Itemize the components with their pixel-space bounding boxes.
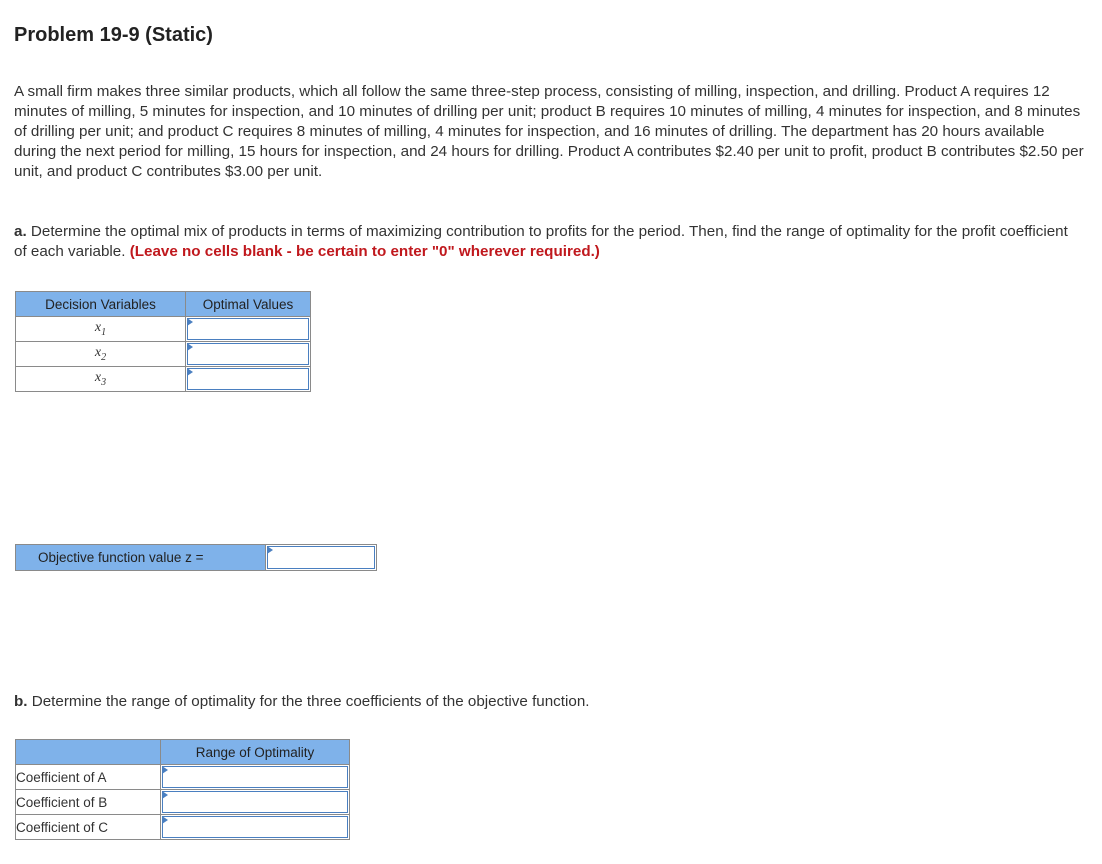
part-a-text: Determine the optimal mix of products in terms of maximizing contribution to profits for the period. Then, find the range of optimality for the profit coefficient of each variable. bbox=[14, 223, 1068, 260]
variable-x3-label: $x_3$ bbox=[16, 367, 186, 392]
part-b-text: Determine the range of optimality for the three coefficients of the objective function. bbox=[31, 693, 590, 710]
table-header-row bbox=[16, 740, 350, 765]
coefficient-b-range-input[interactable] bbox=[161, 790, 350, 815]
input-marker-icon bbox=[187, 368, 193, 376]
part-a-marker: a. bbox=[14, 223, 27, 240]
blank-header bbox=[16, 740, 161, 765]
coefficient-c-label: Coefficient of C bbox=[16, 815, 161, 840]
table-row bbox=[16, 317, 311, 342]
range-of-optimality-table bbox=[15, 739, 350, 840]
table-row bbox=[16, 367, 311, 392]
range-of-optimality-header: Range of Optimality bbox=[161, 740, 350, 765]
decision-variables-header: Decision Variables bbox=[16, 292, 186, 317]
variable-x2-label: $x_2$ bbox=[16, 342, 186, 367]
x3-optimal-value-input[interactable] bbox=[186, 367, 311, 392]
input-marker-icon bbox=[267, 546, 273, 554]
part-a-note: (Leave no cells blank - be certain to enter "0" wherever required.) bbox=[129, 243, 600, 260]
coefficient-c-range-input[interactable] bbox=[161, 815, 350, 840]
table-row bbox=[16, 765, 350, 790]
x2-optimal-value-input[interactable] bbox=[186, 342, 311, 367]
part-b-marker: b. bbox=[14, 693, 28, 710]
input-marker-icon bbox=[162, 816, 168, 824]
table-row bbox=[16, 790, 350, 815]
page-title: Problem 19-9 (Static) bbox=[14, 24, 213, 46]
coefficient-b-label: Coefficient of B bbox=[16, 790, 161, 815]
optimal-values-table bbox=[15, 291, 311, 392]
optimal-values-header: Optimal Values bbox=[186, 292, 311, 317]
objective-function-input[interactable] bbox=[266, 545, 377, 571]
coefficient-a-label: Coefficient of A bbox=[16, 765, 161, 790]
objective-function-table bbox=[15, 544, 377, 571]
variable-x1-label: $x_1$ bbox=[16, 317, 186, 342]
table-row bbox=[16, 342, 311, 367]
input-marker-icon bbox=[187, 343, 193, 351]
part-a-instructions bbox=[14, 222, 1084, 262]
objective-function-label: Objective function value z = bbox=[16, 545, 266, 571]
input-marker-icon bbox=[187, 318, 193, 326]
x1-optimal-value-input[interactable] bbox=[186, 317, 311, 342]
table-header-row bbox=[16, 292, 311, 317]
part-b-instructions bbox=[14, 692, 1084, 712]
problem-statement: A small firm makes three similar products, which all follow the same three-step process, consisting of milling, inspection, and drilling. Product A requires 12 minutes of milling, 5 minutes for inspection, and 10 minutes of drilling per unit; product B requires 10 minutes of milling, 4 minutes for inspection, and 8 minutes of drilling per unit; and product C requires 8 minutes of milling, 4 minutes for inspection, and 16 minutes of drilling. The department has 20 hours available during the next period for milling, 15 hours for inspection, and 24 hours for drilling. Product A contributes $2.40 per unit to profit, product B contributes $2.50 per unit, and product C contributes $3.00 per unit. bbox=[14, 83, 1084, 180]
coefficient-a-range-input[interactable] bbox=[161, 765, 350, 790]
input-marker-icon bbox=[162, 791, 168, 799]
table-row bbox=[16, 815, 350, 840]
input-marker-icon bbox=[162, 766, 168, 774]
